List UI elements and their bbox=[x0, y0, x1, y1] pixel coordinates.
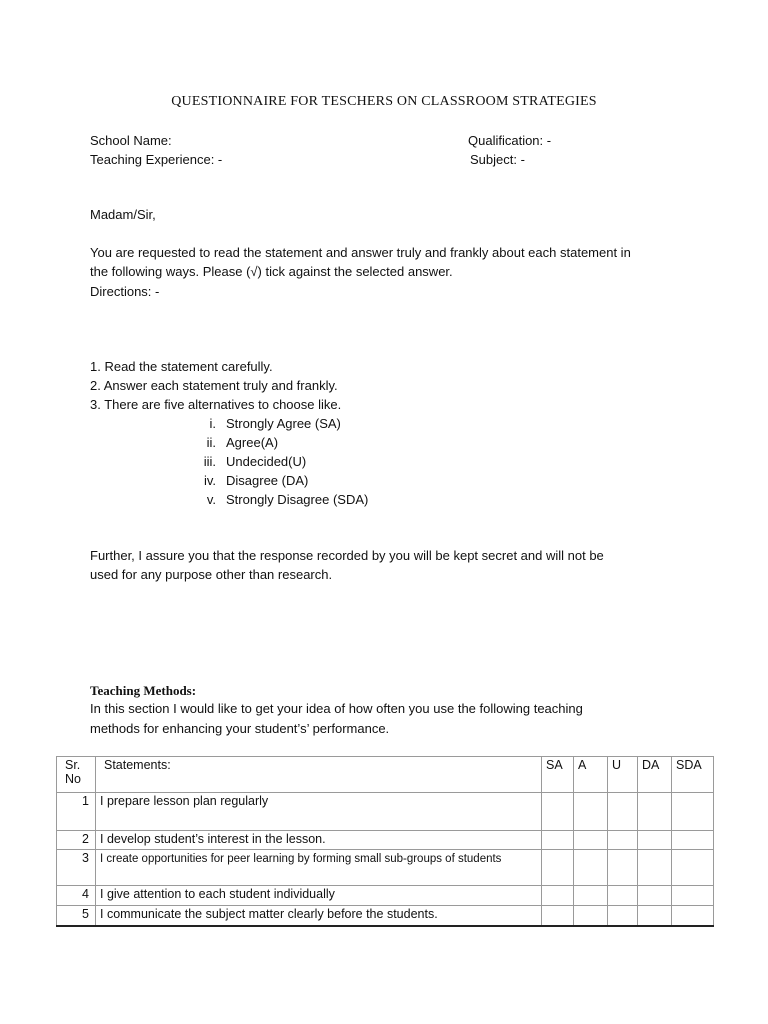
sda-tick-cell[interactable] bbox=[672, 831, 714, 850]
a-tick-cell[interactable] bbox=[574, 793, 608, 831]
sda-header: SDA bbox=[672, 757, 714, 793]
row-number: 5 bbox=[57, 906, 96, 926]
row-statement: I develop student’s interest in the lesson. bbox=[96, 831, 542, 850]
table-row bbox=[57, 906, 714, 926]
sa-tick-cell[interactable] bbox=[542, 850, 574, 886]
table-row bbox=[57, 886, 714, 906]
directions-label: Directions: - bbox=[90, 284, 160, 299]
sr-header-line-1: Sr. bbox=[65, 758, 81, 772]
alternative-text: Strongly Disagree (SDA) bbox=[226, 492, 369, 507]
sr-no-header bbox=[57, 757, 96, 793]
alternative-number: iv. bbox=[203, 473, 216, 488]
da-header: DA bbox=[638, 757, 672, 793]
alternative-number: ii. bbox=[206, 435, 216, 450]
a-tick-cell[interactable] bbox=[574, 886, 608, 906]
table-header-row bbox=[57, 757, 714, 793]
sda-tick-cell[interactable] bbox=[672, 850, 714, 886]
row-number: 3 bbox=[57, 850, 96, 886]
sa-tick-cell[interactable] bbox=[542, 886, 574, 906]
alternative-number: i. bbox=[209, 416, 216, 431]
salutation: Madam/Sir, bbox=[90, 207, 156, 222]
u-tick-cell[interactable] bbox=[608, 831, 638, 850]
subject-label: Subject: - bbox=[470, 152, 525, 167]
sr-header-line-2: No bbox=[65, 772, 81, 786]
row-number: 4 bbox=[57, 886, 96, 906]
teaching-experience-label: Teaching Experience: - bbox=[90, 152, 223, 167]
a-tick-cell[interactable] bbox=[574, 850, 608, 886]
u-tick-cell[interactable] bbox=[608, 906, 638, 926]
school-name-label: School Name: bbox=[90, 133, 172, 148]
sda-tick-cell[interactable] bbox=[672, 906, 714, 926]
step-1: 1. Read the statement carefully. bbox=[90, 359, 273, 374]
alternative-text: Undecided(U) bbox=[226, 454, 307, 469]
table-row bbox=[57, 793, 714, 831]
sda-tick-cell[interactable] bbox=[672, 886, 714, 906]
alternative-number: iii. bbox=[203, 454, 216, 469]
intro-line-1: You are requested to read the statement and answer truly and frankly about each statement in bbox=[90, 245, 631, 260]
table-row bbox=[57, 850, 714, 886]
row-statement: I communicate the subject matter clearly before the students. bbox=[96, 906, 542, 926]
da-tick-cell[interactable] bbox=[638, 886, 672, 906]
row-number: 1 bbox=[57, 793, 96, 831]
da-tick-cell[interactable] bbox=[638, 850, 672, 886]
statements-table bbox=[56, 756, 714, 927]
sda-tick-cell[interactable] bbox=[672, 793, 714, 831]
step-2: 2. Answer each statement truly and frankly. bbox=[90, 378, 338, 393]
step-3: 3. There are five alternatives to choose like. bbox=[90, 397, 342, 412]
alternative-text: Strongly Agree (SA) bbox=[226, 416, 341, 431]
sa-tick-cell[interactable] bbox=[542, 831, 574, 850]
da-tick-cell[interactable] bbox=[638, 831, 672, 850]
sa-header: SA bbox=[542, 757, 574, 793]
row-statement: I create opportunities for peer learning by forming small sub-groups of students bbox=[96, 850, 542, 886]
a-tick-cell[interactable] bbox=[574, 831, 608, 850]
alternative-number: v. bbox=[206, 492, 216, 507]
section-line-1: In this section I would like to get your idea of how often you use the following teaching bbox=[90, 701, 583, 716]
section-line-2: methods for enhancing your student’s’ performance. bbox=[90, 721, 390, 736]
statements-header: Statements: bbox=[96, 757, 542, 793]
row-number: 2 bbox=[57, 831, 96, 850]
u-tick-cell[interactable] bbox=[608, 886, 638, 906]
da-tick-cell[interactable] bbox=[638, 906, 672, 926]
table-row bbox=[57, 831, 714, 850]
row-statement: I prepare lesson plan regularly bbox=[96, 793, 542, 831]
u-header: U bbox=[608, 757, 638, 793]
alternative-text: Disagree (DA) bbox=[226, 473, 309, 488]
section-heading: Teaching Methods: bbox=[90, 683, 197, 698]
assurance-line-2: used for any purpose other than research. bbox=[90, 567, 333, 582]
sa-tick-cell[interactable] bbox=[542, 793, 574, 831]
qualification-label: Qualification: - bbox=[468, 133, 552, 148]
assurance-line-1: Further, I assure you that the response recorded by you will be kept secret and will not be bbox=[90, 548, 604, 563]
a-tick-cell[interactable] bbox=[574, 906, 608, 926]
u-tick-cell[interactable] bbox=[608, 793, 638, 831]
row-statement: I give attention to each student individually bbox=[96, 886, 542, 906]
page-title: QUESTIONNAIRE FOR TESCHERS ON CLASSROOM STRATEGIES bbox=[171, 94, 597, 109]
a-header: A bbox=[574, 757, 608, 793]
alternative-text: Agree(A) bbox=[226, 435, 279, 450]
u-tick-cell[interactable] bbox=[608, 850, 638, 886]
intro-line-2: the following ways. Please (√) tick against the selected answer. bbox=[90, 264, 453, 279]
sa-tick-cell[interactable] bbox=[542, 906, 574, 926]
da-tick-cell[interactable] bbox=[638, 793, 672, 831]
